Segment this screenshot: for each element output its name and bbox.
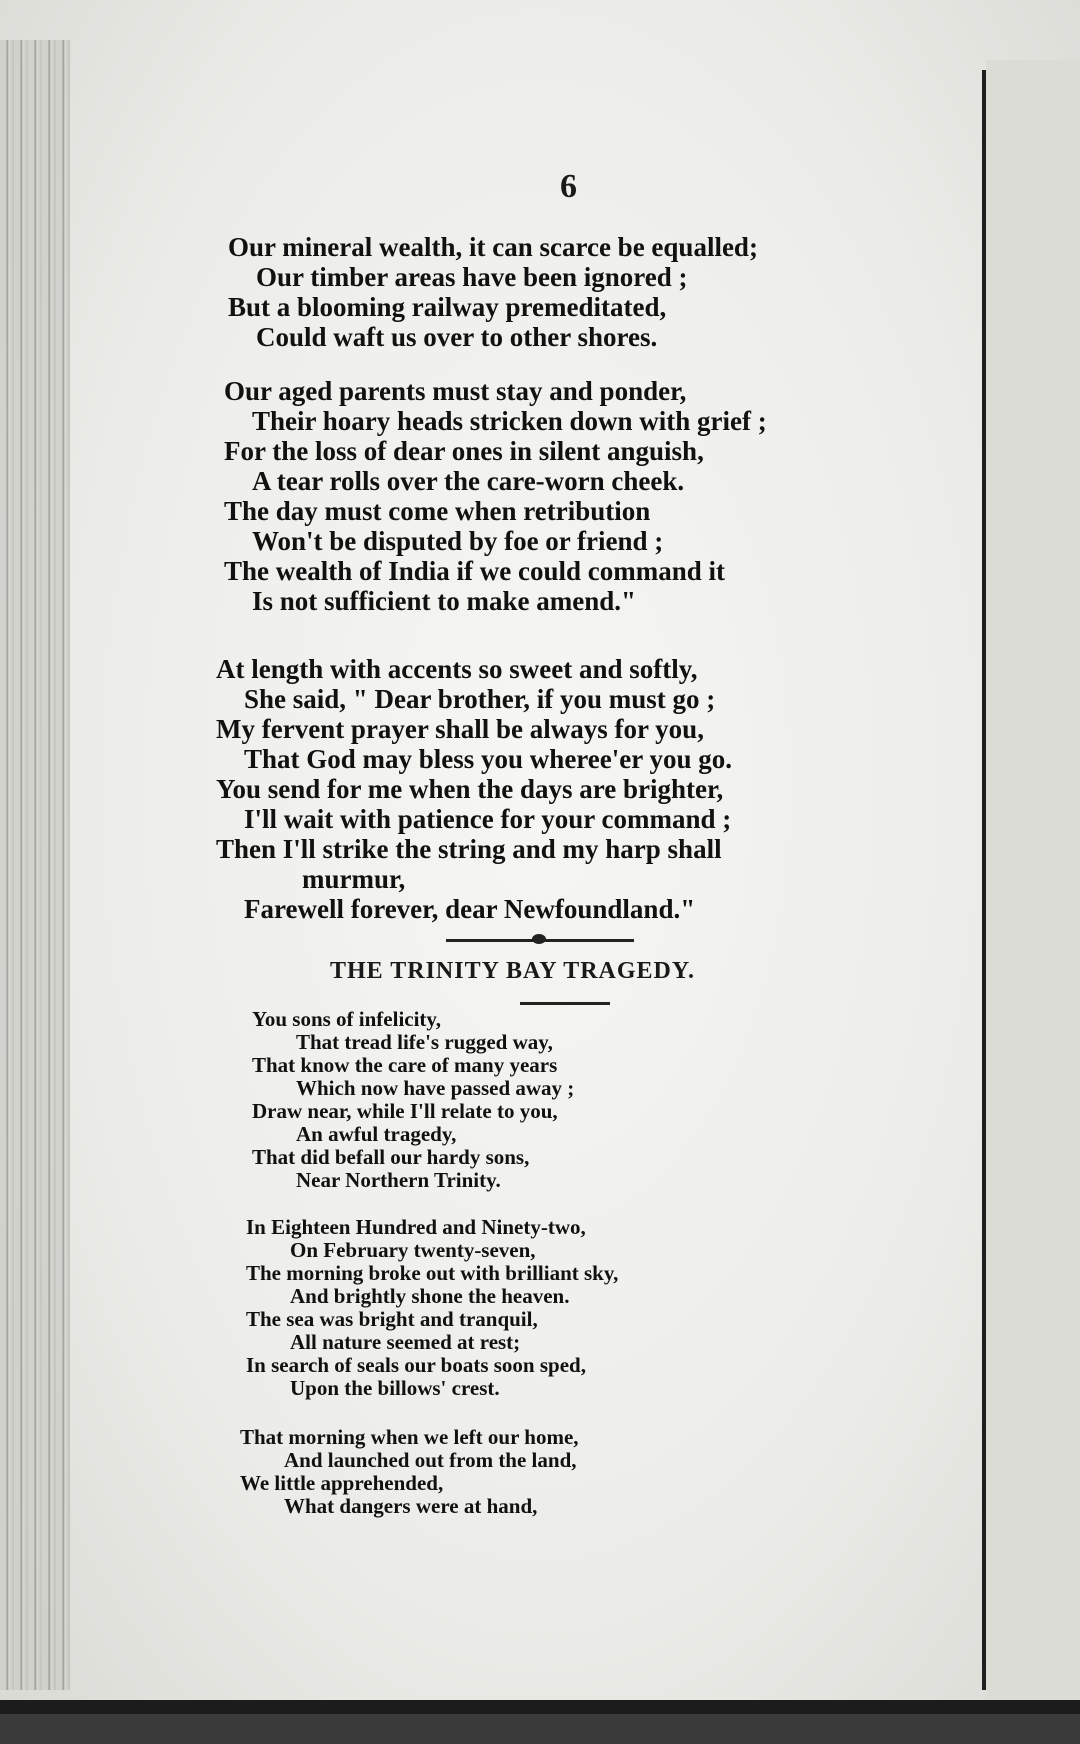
verse-line: An awful tragedy,: [296, 1122, 457, 1146]
poem2-stanza-2: [246, 1216, 618, 1400]
bottom-scan-band: [0, 1714, 1080, 1744]
verse-line: We little apprehended,: [240, 1471, 444, 1495]
verse-line: But a blooming railway premeditated,: [228, 292, 667, 322]
verse-line: Draw near, while I'll relate to you,: [252, 1099, 558, 1123]
divider-ornament: [532, 934, 546, 944]
verse-line: Won't be disputed by foe or friend ;: [252, 526, 664, 556]
verse-line: And brightly shone the heaven.: [290, 1284, 570, 1308]
poem2-stanza-3: [240, 1426, 579, 1518]
verse-line: The morning broke out with brilliant sky,: [246, 1261, 619, 1285]
verse-line: On February twenty-seven,: [290, 1238, 536, 1262]
verse-line: In Eighteen Hundred and Ninety-two,: [246, 1215, 586, 1239]
verse-line: A tear rolls over the care-worn cheek.: [252, 466, 685, 496]
verse-line: My fervent prayer shall be always for you,: [216, 714, 704, 744]
verse-line: What dangers were at hand,: [284, 1494, 538, 1518]
verse-line: Our timber areas have been ignored ;: [256, 262, 688, 292]
verse-line: Near Northern Trinity.: [296, 1168, 501, 1192]
verse-line: The wealth of India if we could command it: [224, 556, 726, 586]
verse-line: The sea was bright and tranquil,: [246, 1307, 538, 1331]
verse-line: In search of seals our boats soon sped,: [246, 1353, 586, 1377]
verse-line: That tread life's rugged way,: [296, 1030, 553, 1054]
verse-line: That God may bless you wheree'er you go.: [244, 744, 733, 774]
poem2-stanza-1: [252, 1008, 574, 1192]
title-underline: [520, 1002, 610, 1005]
verse-line: Our aged parents must stay and ponder,: [224, 376, 687, 406]
poem-title: THE TRINITY BAY TRAGEDY.: [330, 958, 696, 984]
book-spine-edge: [0, 40, 70, 1690]
verse-line: For the loss of dear ones in silent anguish,: [224, 436, 704, 466]
poem1-stanza-1: [228, 232, 758, 352]
verse-line: All nature seemed at rest;: [290, 1330, 521, 1354]
page-edge-rule: [982, 70, 986, 1690]
verse-line: She said, " Dear brother, if you must go ;: [244, 684, 716, 714]
verse-line: Their hoary heads stricken down with grief ;: [252, 406, 767, 436]
verse-line: murmur,: [302, 864, 406, 894]
verse-line: At length with accents so sweet and softly,: [216, 654, 698, 684]
poem1-stanza-3: [216, 654, 732, 924]
verse-line: Our mineral wealth, it can scarce be equalled;: [228, 232, 758, 262]
verse-line: I'll wait with patience for your command ;: [244, 804, 732, 834]
page-number: 6: [560, 168, 577, 205]
verse-line: Then I'll strike the string and my harp shall: [216, 834, 722, 864]
poem1-stanza-2: [224, 376, 767, 616]
verse-line: The day must come when retribution: [224, 496, 651, 526]
verse-line: Is not sufficient to make amend.": [252, 586, 636, 616]
verse-line: Could waft us over to other shores.: [256, 322, 658, 352]
verse-line: You sons of infelicity,: [252, 1007, 442, 1031]
verse-line: Upon the billows' crest.: [290, 1376, 500, 1400]
verse-line: That know the care of many years: [252, 1053, 558, 1077]
verse-line: And launched out from the land,: [284, 1448, 577, 1472]
verse-line: Which now have passed away ;: [296, 1076, 575, 1100]
verse-line: You send for me when the days are brighter,: [216, 774, 724, 804]
verse-line: Farewell forever, dear Newfoundland.": [244, 894, 696, 924]
verse-line: That did befall our hardy sons,: [252, 1145, 530, 1169]
adjacent-page-shadow: [986, 60, 1080, 1700]
verse-line: That morning when we left our home,: [240, 1425, 579, 1449]
bottom-page-border: [0, 1700, 1080, 1714]
